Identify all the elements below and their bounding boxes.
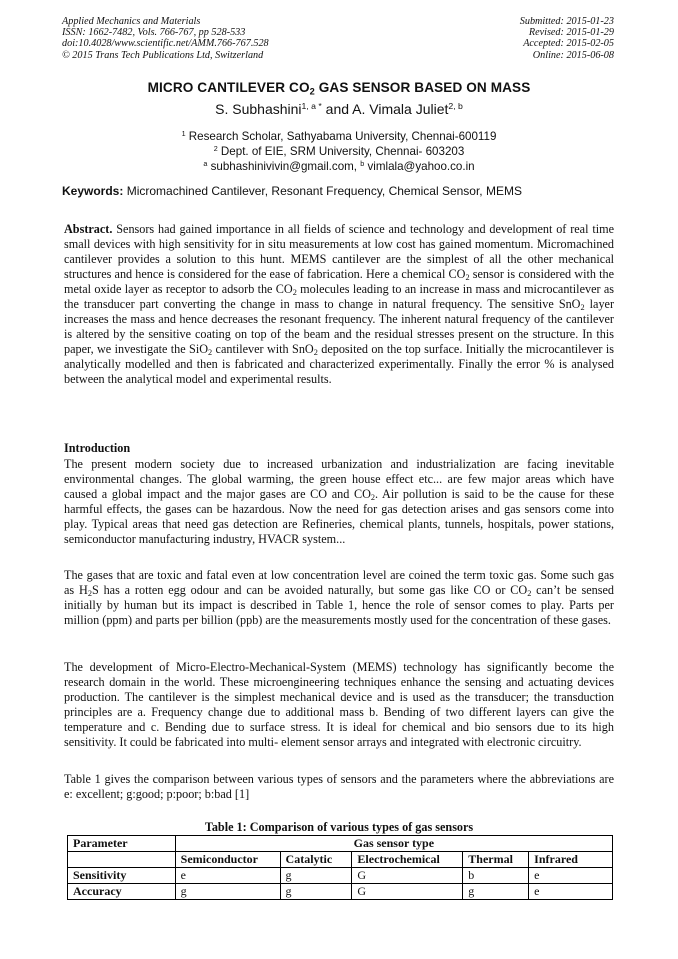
- date-online: Online: 2015-06-08: [532, 49, 614, 61]
- journal-doi: doi:10.4028/www.scientific.net/AMM.766-767.528: [62, 38, 269, 50]
- table-row: [68, 884, 613, 900]
- group-header: Gas sensor type: [175, 836, 612, 852]
- gas-sensor-table: [67, 835, 613, 900]
- table-cell: G: [352, 884, 463, 900]
- intro-paragraph-3: The development of Micro-Electro-Mechanical-System (MEMS) technology has significantly become the research domain in the world. These microengineering techniques enhance the sensing and actuating devices production. The cantilever is the simplest mechanical device and is used as the transducer; the transduction principles are a. Frequency change due to additional mass b. Bending of two different layers can give the temperature and c. Bending due to surface stress. It is ideal for chemical and bio sensors due to its high sensitivity. It could be fabricated into multi- element sensor arrays and integrated with electronic circuitry.: [64, 660, 614, 749]
- intro-paragraph-4: Table 1 gives the comparison between various types of sensors and the parameters where the abbreviations are e: excellent; g:good; p:poor; b:bad [1]: [64, 772, 614, 801]
- col-header: Thermal: [463, 852, 529, 868]
- journal-issn: ISSN: 1662-7482, Vols. 766-767, pp 528-533: [62, 27, 246, 39]
- table-caption: Table 1: Comparison of various types of gas sensors: [204, 820, 474, 834]
- journal-copyright: © 2015 Trans Tech Publications Ltd, Switzerland: [62, 49, 264, 61]
- col-header: Catalytic: [280, 852, 352, 868]
- table-cell: g: [463, 884, 529, 900]
- date-submitted: Submitted: 2015-01-23: [519, 16, 614, 27]
- empty-header-cell: [68, 852, 176, 868]
- affiliation-2: $^2$ Dept. of EIE, SRM University, Chennai- 603203: [213, 144, 465, 158]
- keywords: Keywords: Micromachined Cantilever, Resonant Frequency, Chemical Sensor, MEMS: [62, 184, 522, 198]
- abstract-paragraph: Abstract. Sensors had gained importance in all fields of science and technology and development of real time small devices with high sensitivity for in situ measurements at low cost has gained momentum. Micromachined cantilever provides a solution to this hunt. MEMS cantilever are the simplest of all the other mechanical structures and hence is considered for the ease of fabrication. Here a chemical $CO_2$ sensor is considered with the metal oxide layer as receptor to adsorb the $CO_2$ molecules leading to an increase in mass and microcantilever as the transducer part converting the change in mass to change in natural frequency. The sensitive SnO$_2$ layer increases the mass and hence decreases the resonant frequency. The inherent natural frequency of the cantilever is altered by the sensitive coating on top of the beam and the residual stresses present on the structure. In this paper, we investigate the SiO$_2$ cantilever with SnO$_2$ deposited on the top surface. Initially the microcantilever is analytically modelled and then is fabricated and characterized experimentally. Finally the error % is analysed between the analytical model and experimental results.: [64, 222, 615, 386]
- author-emails: $^a$ subhashinivivin@gmail.com, $^b$ vimlala@yahoo.co.in: [203, 159, 475, 173]
- author-2: A. Vimala Juliet: [352, 101, 449, 117]
- table-header-row: [68, 836, 613, 852]
- row-label: Sensitivity: [68, 868, 176, 884]
- col-header: Electrochemical: [352, 852, 463, 868]
- introduction-heading: Introduction: [64, 441, 131, 455]
- affiliation-1: $^1$ Research Scholar, Sathyabama University, Chennai-600119: [181, 129, 497, 143]
- table-cell: g: [280, 884, 352, 900]
- table-cell: G: [352, 868, 463, 884]
- author-line: S. Subhashini$^{1, a *}$ and A. Vimala Juliet$^{2, b}$: [215, 101, 463, 117]
- col-header: Semiconductor: [175, 852, 280, 868]
- table-cell: e: [529, 884, 613, 900]
- table-cell: g: [175, 884, 280, 900]
- intro-paragraph-1: The present modern society due to increased urbanization and industrialization are facing inevitable environmental changes. The global warming, the green house effect etc... are few major areas which have caused a global impact and the major gases are CO and $CO_2$. Air pollution is said to be the cause for these harmful effects, the gases can be hazardous. Now the need for gas detection arises and gas sensors come into play. Typical areas that need gas detection are Refineries, chemical plants, tunnels, hospitals, power stations, semiconductor manufacturing industry, HVACR system...: [64, 457, 614, 546]
- param-header: Parameter: [68, 836, 176, 852]
- table-subheader-row: [68, 852, 613, 868]
- paper-title: MICRO CANTILEVER $CO_2$ GAS SENSOR BASED ON MASS: [147, 80, 531, 97]
- table-cell: e: [175, 868, 280, 884]
- journal-header-right: [520, 16, 614, 61]
- journal-name: Applied Mechanics and Materials: [62, 16, 201, 27]
- col-header: Infrared: [529, 852, 613, 868]
- table-cell: b: [463, 868, 529, 884]
- date-revised: Revised: 2015-01-29: [528, 27, 614, 39]
- date-accepted: Accepted: 2015-02-05: [523, 38, 614, 50]
- table-cell: g: [280, 868, 352, 884]
- row-label: Accuracy: [68, 884, 176, 900]
- table-cell: e: [529, 868, 613, 884]
- author-1: S. Subhashini: [215, 101, 302, 117]
- table-row: [68, 868, 613, 884]
- journal-header-left: [62, 16, 269, 61]
- intro-paragraph-2: The gases that are toxic and fatal even at low concentration level are coined the term toxic gas. Some such gas as $H_2S$ has a rotten egg odour and can be avoided naturally, but some gas like CO or $CO_2$ can’t be sensed initially by human but its impact is described in Table 1, hence the role of sensor comes to play. Parts per million (ppm) and parts per billion (ppb) are the measurements mostly used for the concentration of these gases.: [64, 568, 614, 627]
